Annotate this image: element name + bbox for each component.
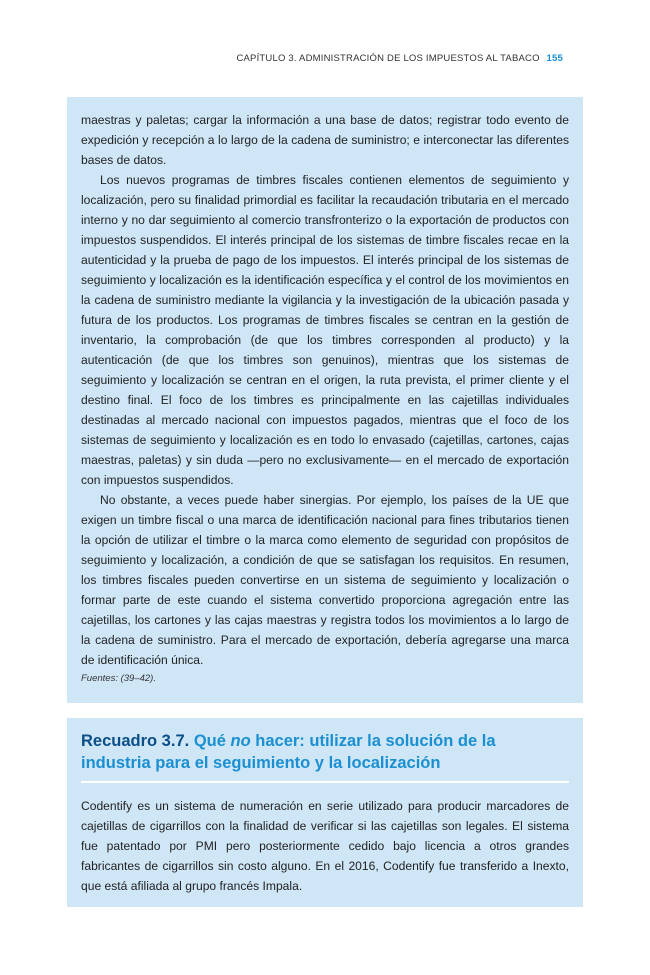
sources-note: Fuentes: (39–42). [81,673,156,684]
box-title-emphasis: no [230,732,251,750]
page-number: 155 [546,53,563,64]
box-title-part: hacer: utilizar la solución de la industria para el seguimiento y la localización [81,732,496,772]
box-title [81,730,569,774]
box-3-7 [67,718,583,907]
paragraph: No obstante, a veces puede haber sinergias. Por ejemplo, los países de la UE que exigen un timbre fiscal o una marca de identificación nacional para fines tributarios tienen la opción de utilizar el timbre o la marca como elemento de seguridad con propósitos de seguimiento y localización, a condición de que se satisfagan los requisitos. En resumen, los timbres fiscales pueden convertirse en un sistema de seguimiento y localización o formar parte de este cuando el sistema convertido proporciona agregación entre las cajetillas, los cartones y las cajas maestras y registra todos los movimientos a lo largo de la cadena de suministro. Para el mercado de exportación, debería agregarse una marca de identificación única. [81,493,569,667]
paragraph: Codentify es un sistema de numeración en serie utilizado para producir marcadores de cajetillas de cigarrillos con la finalidad de verificar si las cajetillas son legales. El sistema fue patentado por PMI pero posteriormente cedido bajo licencia a otros grandes fabricantes de cigarrillos sin costo alguno. En el 2016, Codentify fue transferido a Inexto, que está afiliada al grupo francés Impala. [81,799,569,893]
box-label: Recuadro 3.7. [81,732,190,750]
paragraph: Los nuevos programas de timbres fiscales contienen elementos de seguimiento y localización, pero su finalidad primordial es facilitar la recaudación tributaria en el mercado interno y no dar seguimiento al comercio transfronterizo o la exportación de productos con impuestos suspendidos. El interés principal de los sistemas de timbre fiscales recae en la autenticidad y la prueba de pago de los impuestos. El interés principal de los sistemas de seguimiento y localización es la identificación específica y el control de los movimientos en la cadena de suministro mediante la vigilancia y la investigación de la ubicación pasada y futura de los productos. Los programas de timbres fiscales se centran en la gestión de inventario, la comprobación (de que los timbres corresponden al producto) y la autenticación (de que los timbres son genuinos), mientras que los sistemas de seguimiento y localización se centran en el origen, la ruta prevista, el primer cliente y el destino final. El foco de los timbres es principalmente en las cajetillas individuales destinadas al mercado nacional con impuestos pagados, mientras que el foco de los sistemas de seguimiento y localización es en todo lo envasado (cajetillas, cartones, cajas maestras, paletas) y sin duda —pero no exclusivamente— en el mercado de exportación con impuestos suspendidos. [81,173,569,487]
paragraph: maestras y paletas; cargar la información a una base de datos; registrar todo evento de expedición y recepción a lo largo de la cadena de suministro; e interconectar las diferentes bases de datos. [81,113,569,167]
divider [81,781,569,783]
running-header [236,53,563,64]
text-box-continued [67,97,583,703]
chapter-title: CAPÍTULO 3. ADMINISTRACIÓN DE LOS IMPUESTOS AL TABACO [236,53,540,64]
box-title-part: Qué [193,732,231,750]
